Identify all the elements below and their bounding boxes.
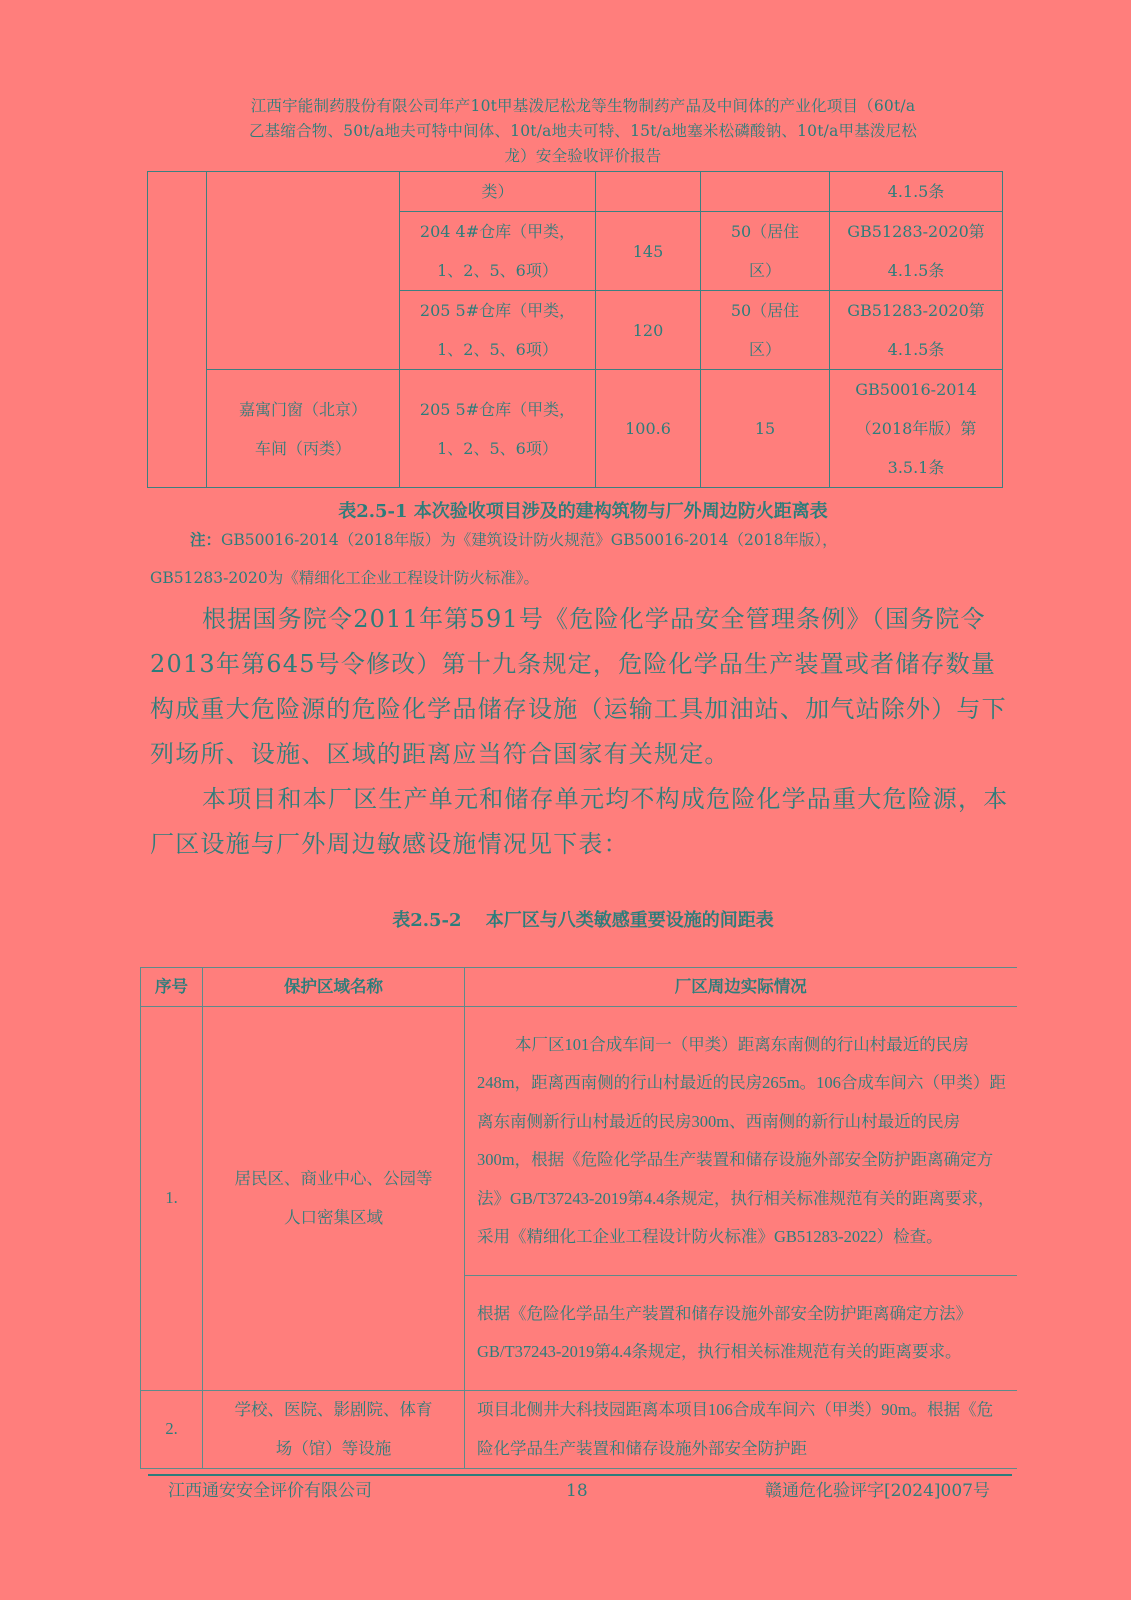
table-cell — [596, 172, 701, 212]
table-row — [148, 370, 1003, 488]
cell-line: 1、2、5、6项） — [437, 438, 558, 458]
cell-line: 204 4#仓库（甲类， — [419, 222, 576, 241]
situation-cell: 本厂区101合成车间一（甲类）距离东南侧的行山村最近的民房248m，距离西南侧的行山村最近的民房265m。106合成车间六（甲类）距离东南侧新行山村最近的民房300m、西南侧的新行山村最近的民房300m，根据《危险化学品生产装置和储存设施外部安全防护距离确定方法》GB/T37243-2019第4.4条规定，执行相关标准规范有关的距离要求，采用《精细化工企业工程设计防火标准》GB51283-2022）检查。 — [465, 1007, 1017, 1276]
table-header-row — [141, 968, 1017, 1007]
table-cell — [701, 291, 830, 370]
cell-line: 学校、医院、影剧院、体育 — [234, 1400, 433, 1419]
cell-line: GB51283-2020第 — [847, 301, 985, 320]
cell-line: 50（居住 — [730, 301, 800, 320]
header-line-2: 乙基缩合物、50t/a地夫可特中间体、10t/a地夫可特、15t/a地塞米松磷酸钠、10t/a甲基泼尼松 — [248, 122, 918, 140]
note-line-1: GB50016-2014（2018年版）为《建筑设计防火规范》GB50016-2014（2018年版）， — [221, 531, 838, 549]
cell-line: 4.1.5条 — [887, 261, 945, 280]
paragraph: 根据国务院令2011年第591号《危险化学品安全管理条例》（国务院令2013年第645号令修改）第十九条规定，危险化学品生产装置或者储存数量构成重大危险源的危险化学品储存设施（运输工具加油站、加气站除外）与下列场所、设施、区域的距离应当符合国家有关规定。 — [150, 605, 1007, 768]
table-row — [141, 1391, 1017, 1469]
cell-line: GB51283-2020第 — [847, 222, 985, 241]
cell-line: GB50016-2014 — [855, 380, 977, 399]
note-label: 注： — [190, 530, 222, 549]
paragraph: 本项目和本厂区生产单元和储存单元均不构成危险化学品重大危险源，本厂区设施与厂外周边敏感设施情况见下表： — [150, 785, 1009, 858]
table-caption-2: 表2.5-2 本厂区与八类敏感重要设施的间距表 — [392, 910, 774, 931]
footer-company: 江西通安安全评价有限公司 — [168, 1481, 372, 1501]
sensitive-facility-table — [140, 967, 1017, 1469]
area-name — [203, 1007, 465, 1391]
header-line-1: 江西宇能制药股份有限公司年产10t甲基泼尼松龙等生物制药产品及中间体的产业化项目（60t/a — [250, 97, 916, 115]
table-note — [150, 527, 1020, 591]
cell-line: 区） — [748, 261, 781, 280]
table-cell — [830, 370, 1003, 488]
header-cell-situation: 厂区周边实际情况 — [465, 968, 1017, 1007]
table-cell: 120 — [596, 291, 701, 370]
table-caption-1: 表2.5-1 本次验收项目涉及的建构筑物与厂外周边防火距离表 — [338, 501, 828, 522]
cell-line: 区） — [748, 340, 781, 359]
cell-line: 1、2、5、6项） — [437, 340, 558, 359]
header-cell-area: 保护区域名称 — [203, 968, 465, 1007]
situation-cell: 根据《危险化学品生产装置和储存设施外部安全防护距离确定方法》GB/T37243-2019第4.4条规定，执行相关标准规范有关的距离要求。 — [465, 1276, 1017, 1391]
footer-page-number: 18 — [566, 1481, 588, 1501]
table-cell — [400, 291, 596, 370]
cell-line: 4.1.5条 — [887, 340, 945, 359]
cell-line: 1、2、5、6项） — [437, 261, 558, 280]
cell-line: （2018年版）第 — [855, 419, 977, 438]
area-name — [203, 1391, 465, 1469]
table-cell — [830, 212, 1003, 291]
table-cell: 100.6 — [596, 370, 701, 488]
table-cell — [701, 172, 830, 212]
row-number: 1. — [141, 1007, 203, 1391]
table-cell: 4.1.5条 — [830, 172, 1003, 212]
footer-doc-number: 赣通危化验评字[2024]007号 — [765, 1481, 990, 1501]
table-cell-empty — [148, 172, 207, 488]
cell-line: 50（居住 — [730, 222, 800, 241]
table-cell: 15 — [701, 370, 830, 488]
fire-distance-table — [147, 171, 1003, 488]
table-cell — [207, 370, 400, 488]
table-cell — [400, 212, 596, 291]
cell-line: 场（馆）等设施 — [275, 1438, 392, 1458]
cell-line: 205 5#仓库（甲类， — [419, 399, 576, 419]
cell-line: 车间（丙类） — [254, 438, 351, 458]
cell-line: 嘉寓门窗（北京） — [238, 399, 367, 419]
footer-divider — [148, 1474, 1012, 1476]
table-row — [148, 172, 1003, 212]
row-number: 2. — [141, 1391, 203, 1469]
table-cell — [701, 212, 830, 291]
page-header — [150, 94, 1016, 169]
table-cell — [400, 370, 596, 488]
table-cell: 145 — [596, 212, 701, 291]
cell-line: 3.5.1条 — [887, 458, 945, 477]
body-text — [150, 597, 1020, 867]
situation-cell: 项目北侧井大科技园距离本项目106合成车间六（甲类）90m。根据《危险化学品生产装置和储存设施外部安全防护距 — [465, 1391, 1017, 1469]
table-cell-empty — [207, 172, 400, 370]
table-row — [141, 1007, 1017, 1276]
header-cell-no: 序号 — [141, 968, 203, 1007]
cell-line: 居民区、商业中心、公园等 — [234, 1169, 433, 1188]
cell-line: 205 5#仓库（甲类， — [419, 301, 576, 320]
note-line-2: GB51283-2020为《精细化工企业工程设计防火标准》。 — [150, 569, 540, 587]
header-line-3: 龙）安全验收评价报告 — [504, 147, 662, 165]
table-cell: 类） — [400, 172, 596, 212]
cell-line: 人口密集区域 — [284, 1207, 383, 1227]
table-cell — [830, 291, 1003, 370]
